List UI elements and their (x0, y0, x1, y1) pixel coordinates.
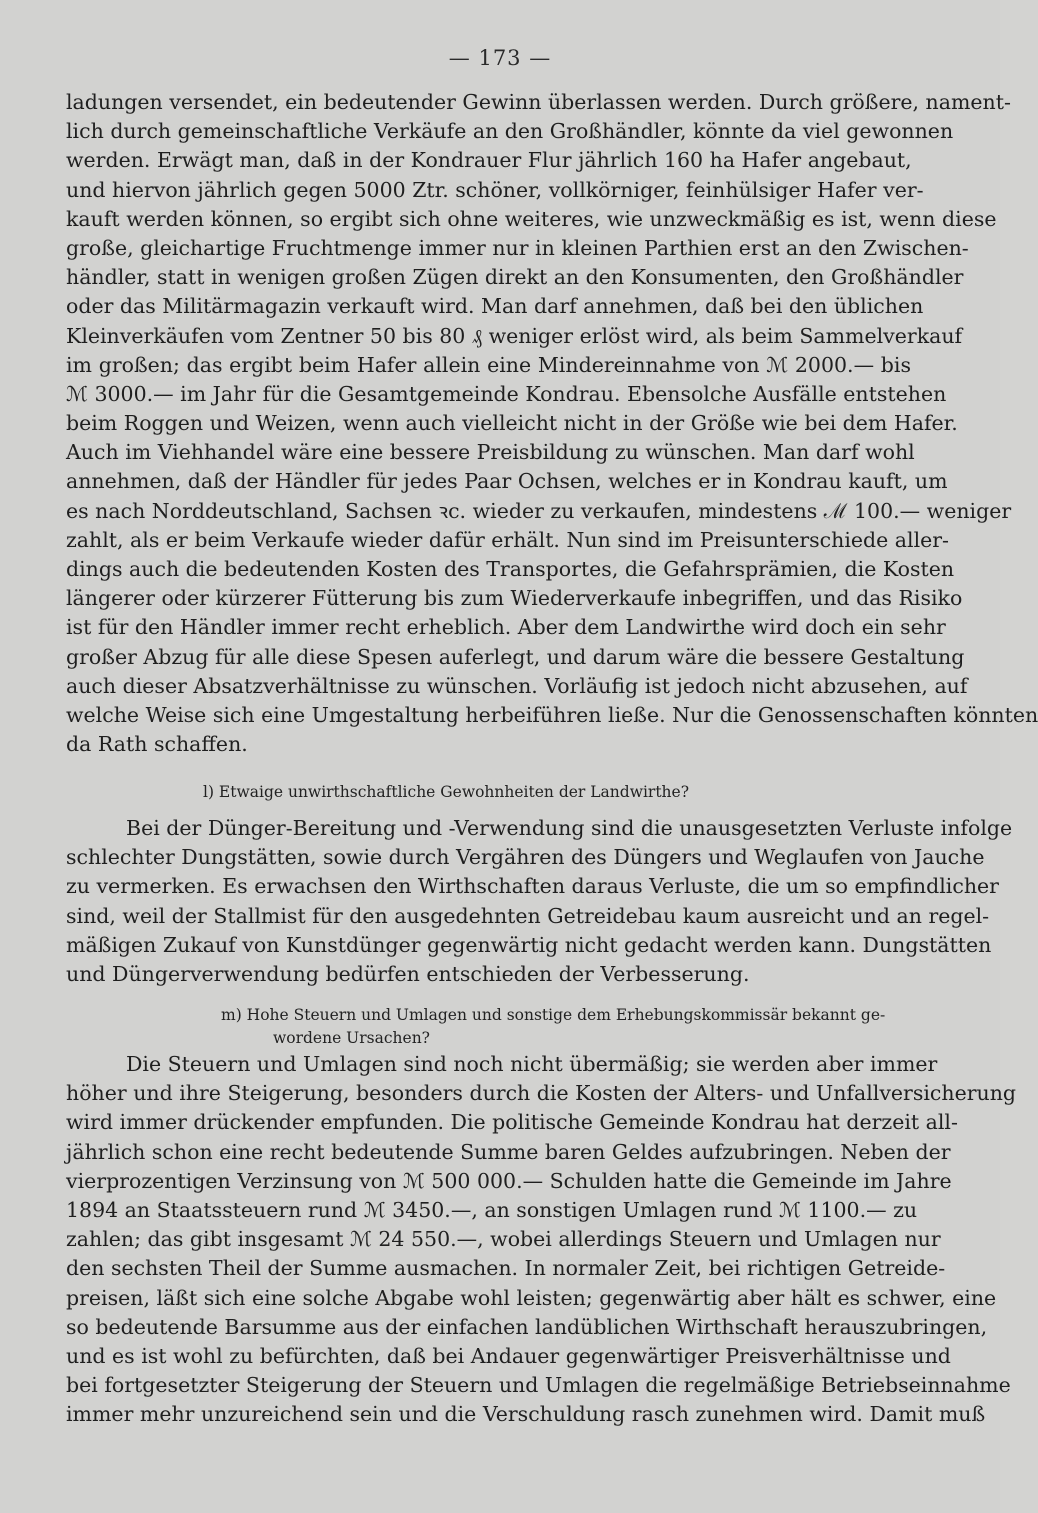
text-line: beim Roggen und Weizen, wenn auch vielleicht nicht in der Größe wie bei dem Hafer. (66, 411, 958, 436)
page-number: — 173 — (448, 46, 552, 70)
text-line: 1894 an Staatssteuern rund ℳ 3450.—, an sonstigen Umlagen rund ℳ 1100.— zu (66, 1197, 918, 1222)
text-line: annehmen, daß der Händler für jedes Paar Ochsen, welches er in Kondrau kauft, um (66, 469, 948, 494)
text-line: höher und ihre Steigerung, besonders durch die Kosten der Alters- und Unfallversicherung (66, 1081, 1017, 1106)
paragraph-dunger (66, 814, 1013, 989)
text-line: Auch im Viehhandel wäre eine bessere Preisbildung zu wünschen. Man darf wohl (66, 440, 915, 465)
text-line: bei fortgesetzter Steigerung der Steuern und Umlagen die regelmäßige Betriebseinnahme (66, 1373, 1011, 1398)
text-line: lich durch gemeinschaftliche Verkäufe an den Großhändler, könnte da viel gewonnen (66, 119, 954, 144)
text-line: preisen, läßt sich eine solche Abgabe wohl leisten; gegenwärtig aber hält es schwer, eine (66, 1285, 997, 1310)
text-line: auch dieser Absatzverhältnisse zu wünschen. Vorläufig ist jedoch nicht abzusehen, auf (66, 673, 968, 698)
text-line: oder das Militärmagazin verkauft wird. Man darf annehmen, daß bei den üblichen (66, 294, 924, 319)
text-line: zahlt, als er beim Verkaufe wieder dafür erhält. Nun sind im Preisunterschiede aller- (66, 527, 949, 552)
paragraph-grain-sale (66, 88, 1038, 759)
text-line: wird immer drückender empfunden. Die politische Gemeinde Kondrau hat derzeit all- (66, 1110, 958, 1135)
text-line: ist für den Händler immer recht erheblich. Aber dem Landwirthe wird doch ein sehr (66, 615, 946, 640)
text-line: den sechsten Theil der Summe ausmachen. In normaler Zeit, bei richtigen Getreide- (66, 1256, 946, 1281)
text-line: Die Steuern und Umlagen sind noch nicht übermäßig; sie werden aber immer (126, 1052, 938, 1076)
text-line: ladungen versendet, ein bedeutender Gewinn überlassen werden. Durch größere, nament- (66, 90, 1011, 114)
text-line: sind, weil der Stallmist für den ausgedehnten Getreidebau kaum ausreicht und an regel- (66, 903, 990, 928)
text-line: dings auch die bedeutenden Kosten des Transportes, die Gefahrsprämien, die Kosten (66, 557, 955, 581)
text-line: ℳ 3000.— im Jahr für die Gesamtgemeinde Kondrau. Ebensolche Ausfälle entstehen (66, 381, 947, 406)
text-line: werden. Erwägt man, daß in der Kondrauer Flur jährlich 160 ha Hafer angebaut, (66, 148, 912, 173)
text-line: großer Abzug für alle diese Spesen auferlegt, und darum wäre die bessere Gestaltung (66, 644, 965, 669)
text-line: immer mehr unzureichend sein und die Verschuldung rasch zunehmen wird. Damit muß (66, 1402, 986, 1427)
section-heading-m-line1: m) Hohe Steuern und Umlagen und sonstige dem Erhebungskommissär bekannt ge- (221, 1006, 886, 1024)
text-line: kauft werden können, so ergibt sich ohne weiteres, wie unzweckmäßig es ist, wenn diese (66, 206, 997, 231)
text-line: zu vermerken. Es erwachsen den Wirthschaften daraus Verluste, die um so empfindlicher (66, 874, 999, 899)
text-line: Kleinverkäufen vom Zentner 50 bis 80 ₰ weniger erlöst wird, als beim Sammelverkauf (66, 323, 963, 348)
text-line: und hiervon jährlich gegen 5000 Ztr. schöner, vollkörniger, feinhülsiger Hafer ver- (66, 177, 924, 202)
text-line: händler, statt in wenigen großen Zügen direkt an den Konsumenten, den Großhändler (66, 265, 964, 290)
text-line: vierprozentigen Verzinsung von ℳ 500 000.— Schulden hatte die Gemeinde im Jahre (66, 1168, 952, 1193)
text-line: im großen; das ergibt beim Hafer allein eine Mindereinnahme von ℳ 2000.— bis (66, 352, 911, 377)
text-line: so bedeutende Barsumme aus der einfachen landüblichen Wirthschaft herauszubringen, (66, 1314, 988, 1339)
text-line: welche Weise sich eine Umgestaltung herbeiführen ließe. Nur die Genossenschaften könnten (66, 702, 1038, 727)
text-line: längerer oder kürzerer Fütterung bis zum Wiederverkaufe inbegriffen, und das Risiko (66, 586, 963, 611)
text-line: es nach Norddeutschland, Sachsen ꝛc. wieder zu verkaufen, mindestens ℳ 100.— weniger (66, 498, 1012, 523)
text-line: da Rath schaffen. (66, 732, 248, 757)
text-line: jährlich schon eine recht bedeutende Summe baren Geldes aufzubringen. Neben der (66, 1139, 951, 1164)
text-line: schlechter Dungstätten, sowie durch Vergähren des Düngers und Weglaufen von Jauche (66, 845, 985, 870)
section-heading-m-line2: wordene Ursachen? (273, 1029, 430, 1047)
text-line: große, gleichartige Fruchtmenge immer nur in kleinen Parthien erst an den Zwischen- (66, 235, 969, 260)
text-line: Bei der Dünger-Bereitung und -Verwendung sind die unausgesetzten Verluste infolge (126, 816, 1013, 840)
text-line: mäßigen Zukauf von Kunstdünger gegenwärtig nicht gedacht werden kann. Dungstätten (66, 932, 992, 957)
paragraph-steuern (66, 1050, 1017, 1429)
text-line: zahlen; das gibt insgesamt ℳ 24 550.—, wobei allerdings Steuern und Umlagen nur (66, 1227, 941, 1252)
text-line: und Düngerverwendung bedürfen entschieden der Verbesserung. (66, 961, 750, 986)
section-heading-l: l) Etwaige unwirthschaftliche Gewohnheiten der Landwirthe? (203, 783, 690, 801)
text-line: und es ist wohl zu befürchten, daß bei Andauer gegenwärtiger Preisverhältnisse und (66, 1343, 951, 1368)
